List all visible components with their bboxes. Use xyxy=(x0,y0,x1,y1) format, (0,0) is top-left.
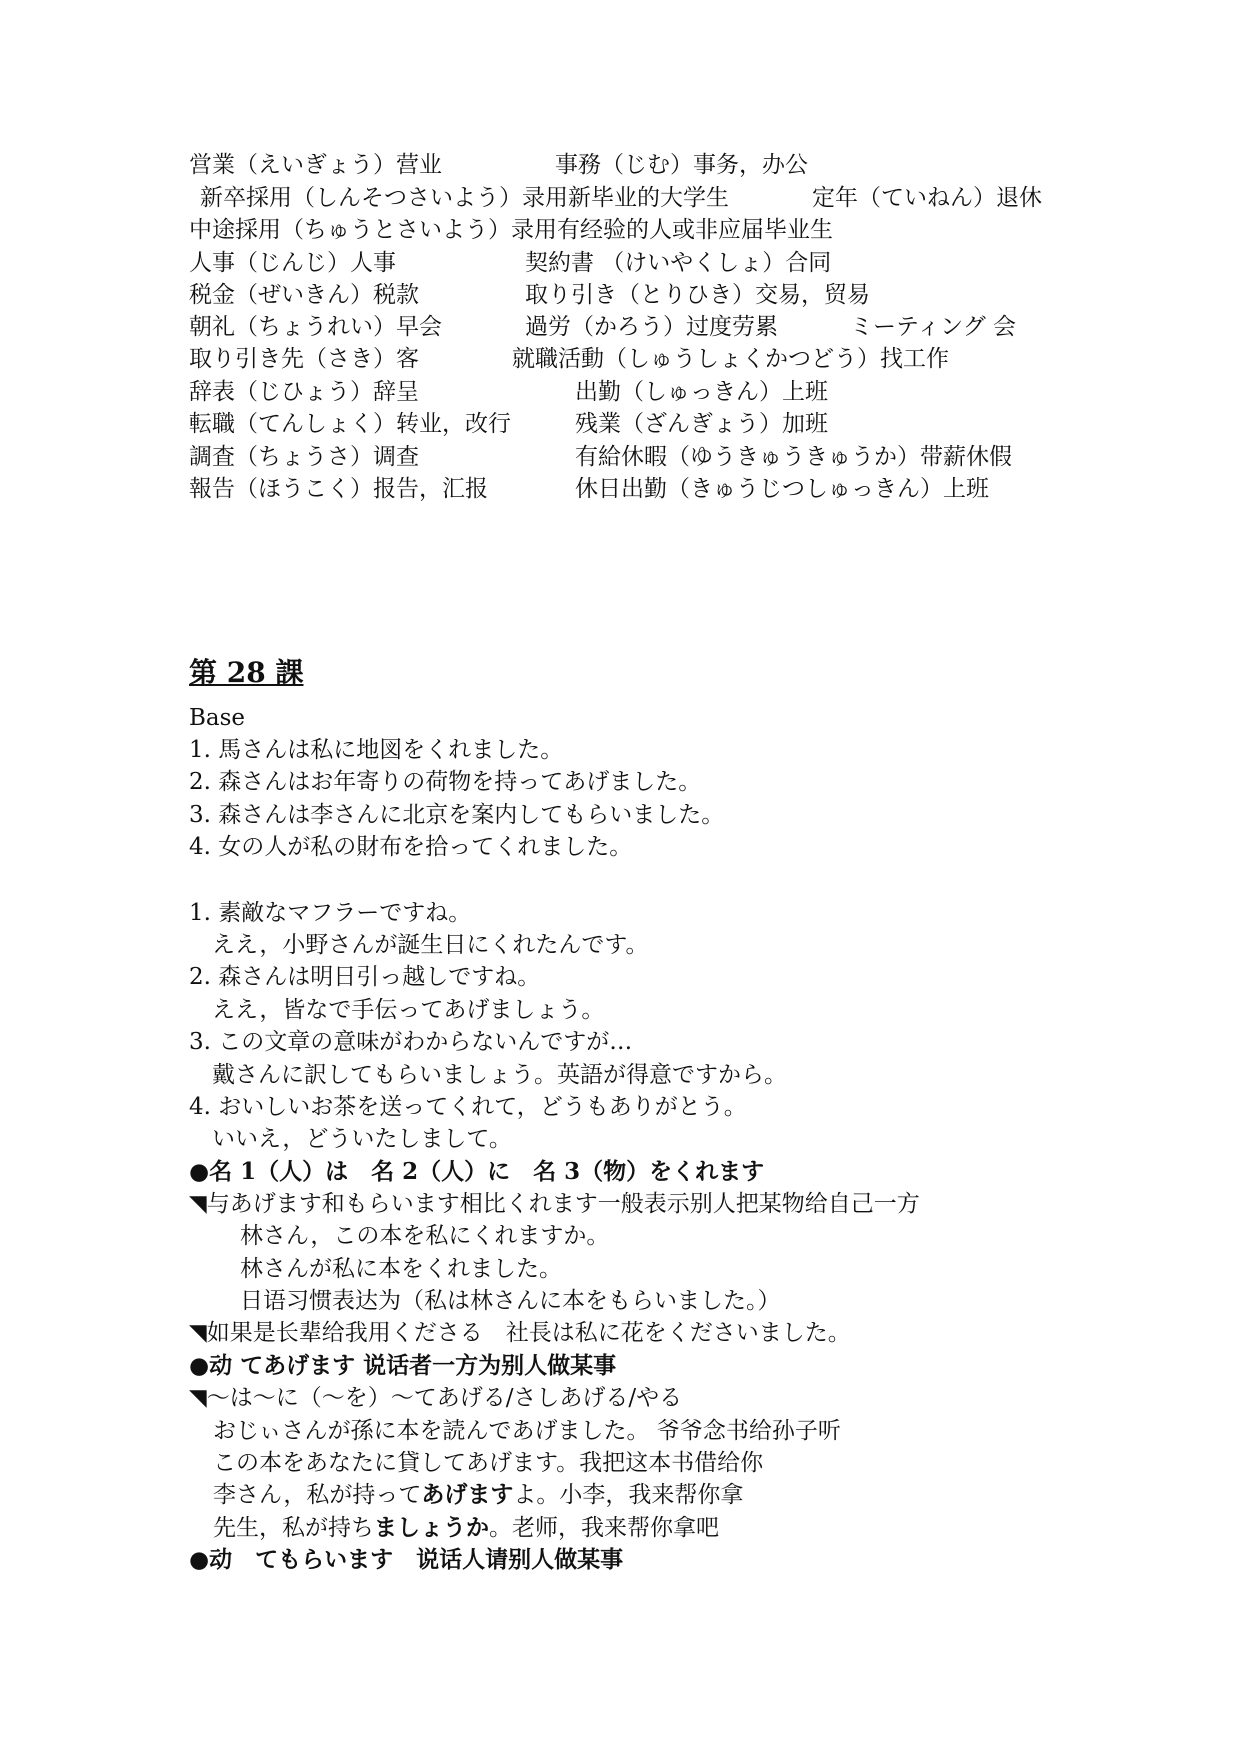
vocab-term: 新卒採用（しんそつさいよう）录用新毕业的大学生 xyxy=(200,185,729,211)
dialog-line: いいえ，どういたしまして。 xyxy=(189,1126,512,1152)
grammar-example: 林さんが私に本をくれました。 xyxy=(240,1256,562,1282)
vocab-term: 税金（ぜいきん）税款 xyxy=(189,282,419,308)
dialog-line: 3. この文章の意味がわからないんですが… xyxy=(189,1029,633,1055)
example-text: 李さん，私が持って xyxy=(213,1482,422,1508)
example-emphasis: あげます xyxy=(421,1481,514,1508)
dialog-line: ええ，小野さんが誕生日にくれたんです。 xyxy=(189,932,649,958)
base-sentence: 3. 森さんは李さんに北京を案内してもらいました。 xyxy=(189,802,725,828)
vocab-term: 営業（えいぎょう）营业 xyxy=(189,152,442,178)
dialog-line: ええ，皆なで手伝ってあげましょう。 xyxy=(189,997,605,1023)
dialog-line: 1. 素敵なマフラーですね。 xyxy=(189,900,472,926)
grammar-heading: ●名 1（人）は 名 2（人）に 名 3（物）をくれます xyxy=(189,1158,765,1185)
dialog-line: 戴さんに訳してもらいましょう。英語が得意ですから。 xyxy=(189,1062,787,1088)
vocab-term: 事務（じむ）事务，办公 xyxy=(555,152,808,178)
example-emphasis: ましょうか xyxy=(374,1514,489,1541)
vocab-term: 報告（ほうこく）报告，汇报 xyxy=(189,476,488,502)
example-text: 。老师，我来帮你拿吧 xyxy=(489,1515,719,1541)
example-text: 先生，私が持ち xyxy=(213,1515,374,1541)
vocab-term: 定年（ていねん）退休 xyxy=(812,185,1042,211)
vocab-term: 出勤（しゅっきん）上班 xyxy=(575,379,828,405)
grammar-note: ◥与あげます和もらいます相比くれます一般表示别人把某物给自己一方 xyxy=(189,1191,920,1217)
grammar-heading: ●动 てもらいます 说话人请别人做某事 xyxy=(189,1546,624,1573)
grammar-heading: ●动 てあげます 说话者一方为别人做某事 xyxy=(189,1352,617,1379)
vocab-term: 中途採用（ちゅうとさいよう）录用有经验的人或非应届毕业生 xyxy=(189,217,833,243)
vocab-term: 人事（じんじ）人事 xyxy=(189,250,396,276)
vocab-term: ミーティング 会 xyxy=(850,314,1017,340)
grammar-example: この本をあなたに貸してあげます。我把这本书借给你 xyxy=(213,1450,764,1476)
vocab-term: 残業（ざんぎょう）加班 xyxy=(575,411,828,437)
lesson-title: 第 28 課 xyxy=(189,656,304,689)
vocab-term: 休日出勤（きゅうじつしゅっきん）上班 xyxy=(575,476,989,502)
base-label: Base xyxy=(189,705,246,731)
grammar-pattern: ◥～は～に（～を）～てあげる/さしあげる/やる xyxy=(189,1385,683,1411)
base-sentence: 2. 森さんはお年寄りの荷物を持ってあげました。 xyxy=(189,769,702,795)
vocab-term: 調査（ちょうさ）调查 xyxy=(189,444,419,470)
example-text: よ。小李，我来帮你拿 xyxy=(513,1482,744,1508)
dialog-line: 4. おいしいお茶を送ってくれて，どうもありがとう。 xyxy=(189,1094,747,1120)
dialog-line: 2. 森さんは明日引っ越しですね。 xyxy=(189,964,541,990)
base-sentence: 1. 馬さんは私に地図をくれました。 xyxy=(189,737,564,763)
vocab-term: 過労（かろう）过度劳累 xyxy=(525,314,778,340)
vocab-term: 辞表（じひょう）辞呈 xyxy=(189,379,419,405)
grammar-note: ◥如果是长辈给我用くださる 社長は私に花をくださいました。 xyxy=(189,1320,851,1346)
vocab-term: 契約書 （けいやくしょ）合同 xyxy=(525,250,832,276)
vocab-term: 取り引き（とりひき）交易，贸易 xyxy=(525,282,870,308)
vocab-term: 朝礼（ちょうれい）早会 xyxy=(189,314,442,340)
vocab-term: 取り引き先（さき）客 xyxy=(189,346,419,372)
base-sentence: 4. 女の人が私の財布を拾ってくれました。 xyxy=(189,834,633,860)
vocab-term: 転職（てんしょく）转业，改行 xyxy=(189,411,511,437)
vocab-term: 就職活動（しゅうしょくかつどう）找工作 xyxy=(512,346,949,372)
vocab-term: 有給休暇（ゆうきゅうきゅうか）带薪休假 xyxy=(575,444,1012,470)
grammar-example: 林さん，この本を私にくれますか。 xyxy=(240,1223,610,1249)
grammar-example: おじぃさんが孫に本を読んであげました。 爷爷念书给孙子听 xyxy=(213,1418,841,1444)
grammar-example xyxy=(213,1480,743,1510)
grammar-example xyxy=(213,1513,719,1543)
grammar-example: 日语习惯表达为（私は林さんに本をもらいました。） xyxy=(240,1288,781,1314)
